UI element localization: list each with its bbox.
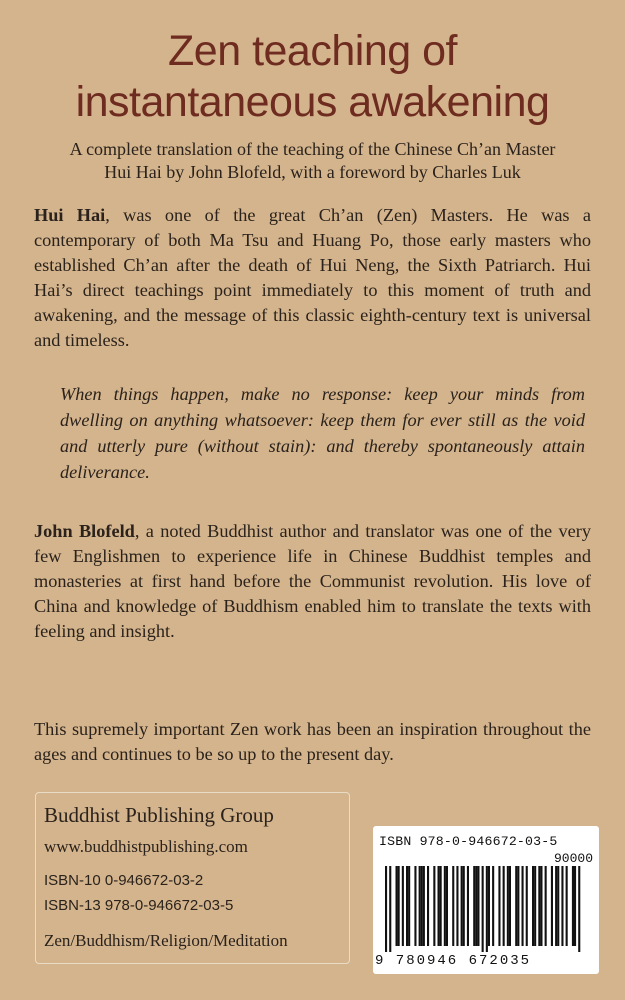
barcode-bar xyxy=(574,866,576,946)
barcode-bar xyxy=(492,866,494,946)
publisher-box xyxy=(35,792,350,964)
barcode-bar xyxy=(414,866,416,946)
barcode-bar xyxy=(477,866,479,946)
quote: When things happen, make no response: keep your minds from dwelling on anything whatsoever: keep them for ever still as the void and utterly pure (without stain): and thereby spontaneously attain deliverance. xyxy=(60,384,585,482)
title-line-2: instantaneous awakening xyxy=(75,78,550,126)
barcode-bar xyxy=(467,866,469,946)
barcode-bar xyxy=(578,866,580,952)
barcode-bar xyxy=(440,866,442,946)
barcode-bar xyxy=(463,866,465,946)
barcode-bar xyxy=(444,866,446,946)
barcode-number: 9 780946 672035 xyxy=(375,953,532,969)
barcode-bar xyxy=(446,866,448,946)
barcode-price-code: 90000 xyxy=(553,851,593,866)
barcode-bar xyxy=(540,866,542,946)
barcode-bar xyxy=(385,866,387,952)
barcode-bar xyxy=(572,866,574,946)
barcode-bar xyxy=(517,866,519,946)
barcode-bar xyxy=(482,866,484,952)
categories: Zen/Buddhism/Religion/Meditation xyxy=(44,931,288,950)
subtitle-line-2: Hui Hai by John Blofeld, with a foreword by Charles Luk xyxy=(104,162,521,182)
barcode-bar xyxy=(557,866,559,946)
publisher-website: www.buddhistpublishing.com xyxy=(44,837,248,856)
barcode-bar xyxy=(389,866,391,952)
john-blofeld-text: , a noted Buddhist author and translator was one of the very few Englishmen to experience life in Chinese Buddhist temples and monasteries at first hand before the Communist revolution. His love of China and knowledge of Buddhism enabled him to translate the texts with feeling and insight. xyxy=(34,521,591,641)
barcode-bar xyxy=(475,866,477,946)
hui-hai-text: , was one of the great Ch’an (Zen) Masters. He was a contemporary of both Ma Tsu and Huang Po, those early masters who established Ch’an after the death of Hui Neng, the Sixth Patriarch. Hui Hai’s direct teachings point immediately to this moment of truth and awakening, and the message of this classic eighth-century text is universal and timeless. xyxy=(34,205,591,350)
barcode-bar xyxy=(503,866,505,946)
subtitle-line-1: A complete translation of the teaching of the Chinese Ch’an Master xyxy=(69,139,556,159)
barcode-bar xyxy=(486,866,488,952)
barcode-bar xyxy=(526,866,528,946)
book-title xyxy=(0,26,625,128)
paragraph-john-blofeld xyxy=(34,519,591,644)
isbn-13: ISBN-13 978-0-946672-03-5 xyxy=(44,897,234,914)
barcode-bar xyxy=(555,866,557,946)
paragraph-closing: This supremely important Zen work has been an inspiration throughout the ages and continues to be so up to the present day. xyxy=(34,719,591,764)
barcode-bar xyxy=(515,866,517,946)
barcode-bar xyxy=(566,866,568,946)
publisher-name: Buddhist Publishing Group xyxy=(44,803,274,827)
hui-hai-name: Hui Hai xyxy=(34,205,106,225)
barcode-bar xyxy=(398,866,400,946)
barcode-bar xyxy=(402,866,404,946)
paragraph-hui-hai xyxy=(34,203,591,353)
barcode-bar xyxy=(538,866,540,946)
barcode-bar xyxy=(408,866,410,946)
barcode-bar xyxy=(534,866,536,946)
barcode-bar xyxy=(423,866,425,946)
barcode-bar xyxy=(427,866,429,946)
barcode-bar xyxy=(473,866,475,946)
isbn-10: ISBN-10 0-946672-03-2 xyxy=(44,872,204,889)
barcode-bar xyxy=(438,866,440,946)
barcode-bar xyxy=(488,866,490,946)
barcode-bars xyxy=(385,866,589,952)
barcode-bar xyxy=(433,866,435,946)
subtitle xyxy=(20,138,605,184)
title-line-1: Zen teaching of xyxy=(168,27,457,75)
barcode-bar xyxy=(507,866,509,946)
john-blofeld-name: John Blofeld xyxy=(34,521,135,541)
barcode-bar xyxy=(561,866,563,946)
barcode-bar xyxy=(551,866,553,946)
barcode-isbn-label: ISBN 978-0-946672-03-5 xyxy=(379,834,558,849)
barcode-bar xyxy=(509,866,511,946)
barcode-bar xyxy=(532,866,534,946)
barcode-bar xyxy=(461,866,463,946)
barcode-bar xyxy=(522,866,524,946)
barcode-bar xyxy=(498,866,500,946)
barcode-bar xyxy=(396,866,398,946)
barcode-bar xyxy=(545,866,547,946)
barcode-bar xyxy=(452,866,454,946)
barcode-box xyxy=(373,826,599,974)
barcode-bar xyxy=(421,866,423,946)
barcode-bar xyxy=(419,866,421,946)
barcode-bar xyxy=(406,866,408,946)
barcode-bar xyxy=(456,866,458,946)
